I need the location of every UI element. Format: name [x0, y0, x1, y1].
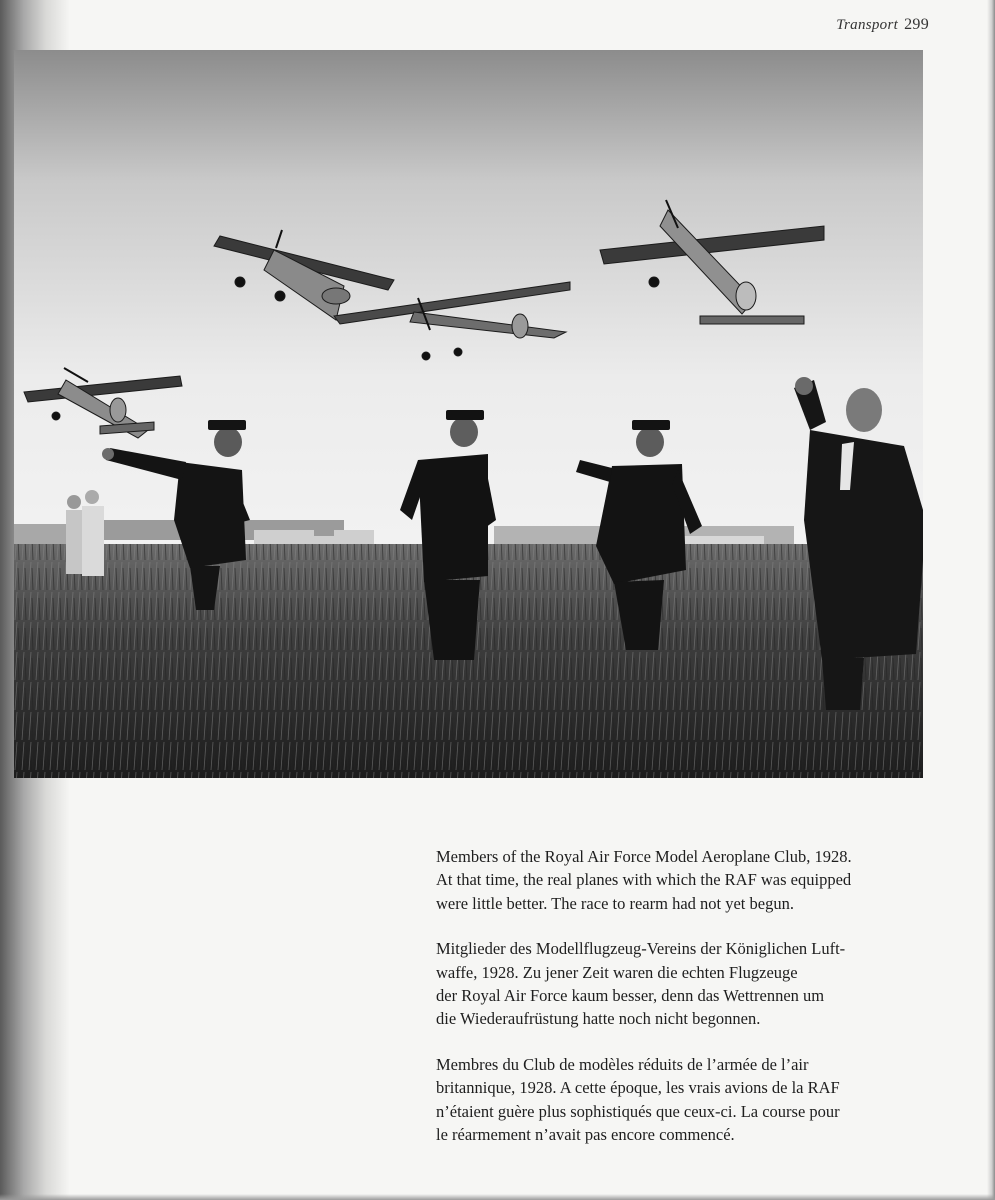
caption-english: Members of the Royal Air Force Model Aeroplane Club, 1928. At that time, the real planes with which the RAF was equipped were little better. The race to rearm had not yet begun. — [436, 847, 852, 913]
page-number: 299 — [904, 16, 929, 33]
photo-illustration — [14, 50, 923, 778]
page-edge-bottom — [0, 1194, 995, 1200]
running-head — [836, 16, 929, 34]
page-edge-right — [987, 0, 995, 1200]
section-title: Transport — [836, 17, 899, 33]
caption-german: Mitglieder des Modellflugzeug-Vereins der Königlichen Luft- waffe, 1928. Zu jener Zeit waren die echten Flugzeuge der Royal Air Force kaum besser, denn das Wettrennen um die Wiederaufrüstung hatte noch nicht begonnen. — [436, 939, 846, 1029]
photograph — [14, 50, 923, 778]
caption-french: Membres du Club de modèles réduits de l’armée de l’air britannique, 1928. A cette époque, les vrais avions de la RAF n’étaient guère plus sophistiqués que ceux-ci. La course pour le réarmement n’avait pas encore commencé. — [436, 1054, 840, 1145]
caption-block — [436, 845, 926, 1168]
